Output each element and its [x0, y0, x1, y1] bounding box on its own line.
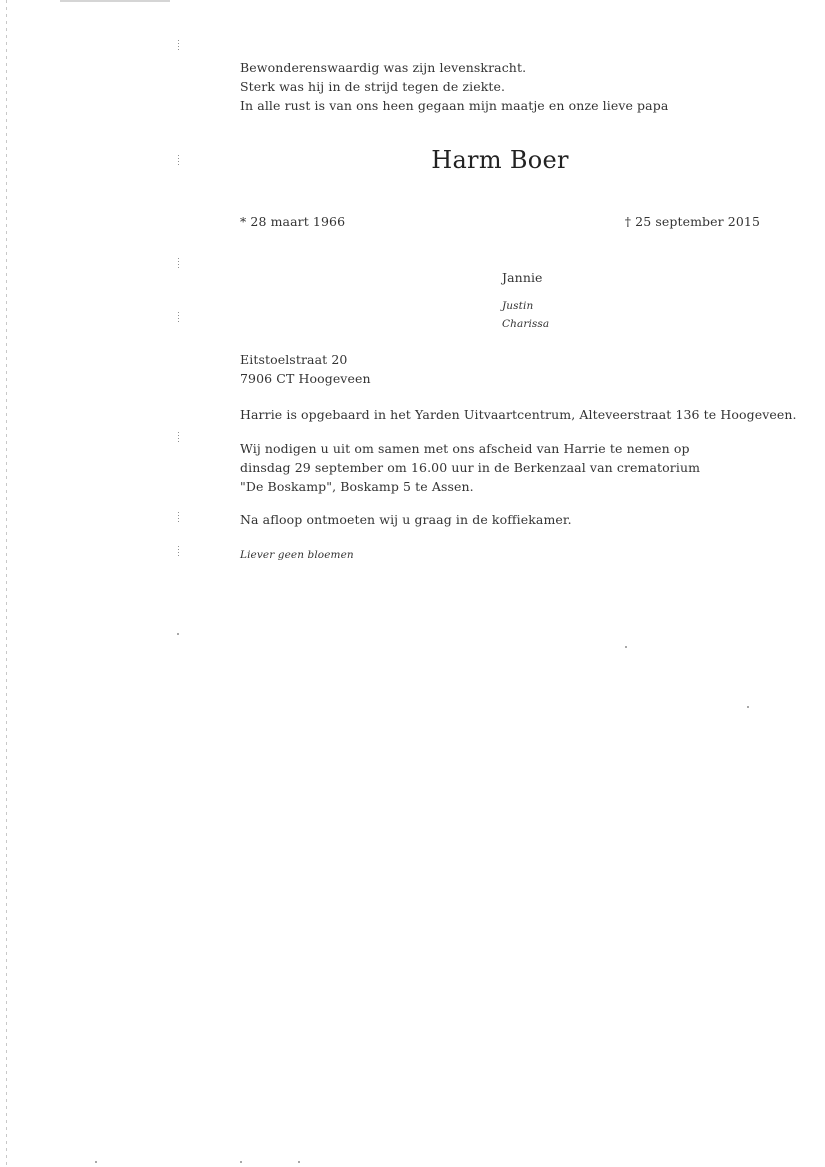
invitation-paragraph [240, 439, 700, 496]
deceased-name: Harm Boer [431, 146, 569, 174]
scan-mark [178, 432, 179, 444]
child-name: Charissa [502, 318, 550, 330]
address-street: Eitstoelstraat 20 [240, 352, 348, 367]
invitation-line: "De Boskamp", Boskamp 5 te Assen. [240, 479, 474, 494]
scan-dot [177, 633, 179, 635]
scan-mark [178, 258, 179, 270]
family-names [502, 268, 549, 333]
scan-dot [747, 706, 749, 708]
scan-mark [178, 546, 179, 558]
scan-dot [95, 1161, 97, 1163]
motto-line: In alle rust is van ons heen gegaan mijn maatje en onze lieve papa [240, 98, 669, 113]
invitation-line: Wij nodigen u uit om samen met ons afscheid van Harrie te nemen op [240, 441, 690, 456]
invitation-line: dinsdag 29 september om 16.00 uur in de Berkenzaal van crematorium [240, 460, 701, 475]
address-block [240, 350, 371, 388]
scan-mark [178, 512, 179, 524]
motto-line: Bewonderenswaardig was zijn levenskracht. [240, 60, 527, 75]
closing-note: Liever geen bloemen [240, 549, 354, 561]
partner-name: Jannie [502, 270, 543, 285]
scan-dot [298, 1161, 300, 1163]
scan-top-artifact [60, 0, 170, 2]
scan-edge-artifact [6, 0, 7, 1167]
scan-dot [240, 1161, 242, 1163]
address-city: 7906 CT Hoogeveen [240, 371, 371, 386]
motto-verse [240, 58, 668, 115]
scan-mark [178, 40, 179, 52]
laid-out-paragraph: Harrie is opgebaard in het Yarden Uitvaartcentrum, Alteveerstraat 136 te Hoogeveen. [240, 407, 797, 422]
motto-line: Sterk was hij in de strijd tegen de ziekte. [240, 79, 506, 94]
scan-dot [625, 646, 627, 648]
birth-date: * 28 maart 1966 [240, 214, 346, 229]
scan-mark [178, 155, 179, 167]
child-name: Justin [502, 300, 534, 312]
after-paragraph: Na afloop ontmoeten wij u graag in de koffiekamer. [240, 512, 572, 527]
death-date: † 25 september 2015 [624, 214, 760, 229]
scan-mark [178, 312, 179, 324]
